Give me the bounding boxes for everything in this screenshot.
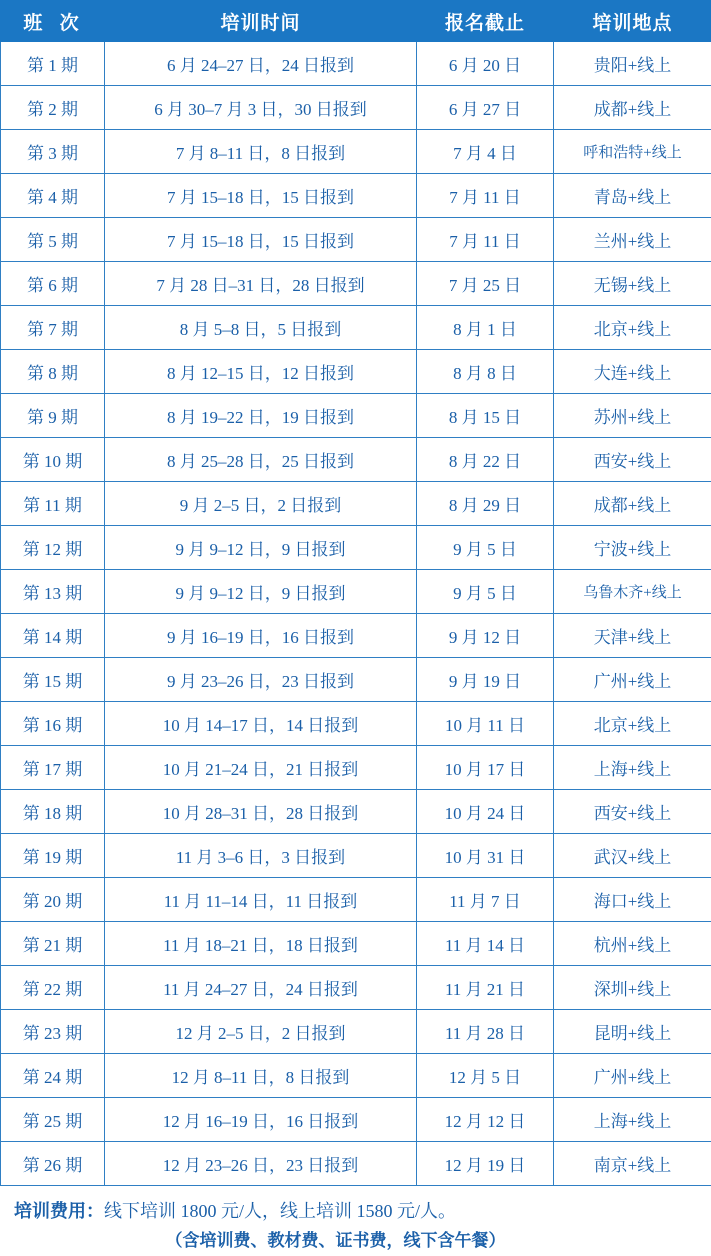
cell-time: 10 月 14–17 日，14 日报到 — [105, 702, 417, 746]
table-row — [1, 218, 711, 262]
cell-term: 第 18 期 — [1, 790, 105, 834]
fee-note: （含培训费、教材费、证书费，线下含午餐） — [14, 1226, 697, 1256]
cell-time: 10 月 21–24 日，21 日报到 — [105, 746, 417, 790]
cell-time: 8 月 12–15 日，12 日报到 — [105, 350, 417, 394]
column-header-term: 班 次 — [1, 1, 105, 42]
cell-deadline: 12 月 19 日 — [417, 1142, 554, 1186]
table-row — [1, 86, 711, 130]
cell-place: 成都+线上 — [554, 86, 711, 130]
cell-deadline: 10 月 11 日 — [417, 702, 554, 746]
cell-place: 乌鲁木齐+线上 — [554, 570, 711, 614]
cell-deadline: 12 月 12 日 — [417, 1098, 554, 1142]
cell-time: 10 月 28–31 日，28 日报到 — [105, 790, 417, 834]
cell-deadline: 7 月 25 日 — [417, 262, 554, 306]
cell-deadline: 11 月 28 日 — [417, 1010, 554, 1054]
table-row — [1, 790, 711, 834]
table-row — [1, 262, 711, 306]
table-row — [1, 174, 711, 218]
cell-time: 7 月 15–18 日，15 日报到 — [105, 174, 417, 218]
cell-place: 西安+线上 — [554, 790, 711, 834]
cell-term: 第 23 期 — [1, 1010, 105, 1054]
cell-term: 第 15 期 — [1, 658, 105, 702]
cell-place: 杭州+线上 — [554, 922, 711, 966]
cell-deadline: 7 月 4 日 — [417, 130, 554, 174]
cell-term: 第 1 期 — [1, 42, 105, 86]
cell-term: 第 24 期 — [1, 1054, 105, 1098]
cell-place: 大连+线上 — [554, 350, 711, 394]
table-row — [1, 350, 711, 394]
cell-time: 12 月 2–5 日，2 日报到 — [105, 1010, 417, 1054]
table-row — [1, 1142, 711, 1186]
cell-deadline: 9 月 5 日 — [417, 526, 554, 570]
cell-time: 11 月 3–6 日，3 日报到 — [105, 834, 417, 878]
cell-place: 西安+线上 — [554, 438, 711, 482]
cell-term: 第 26 期 — [1, 1142, 105, 1186]
cell-deadline: 8 月 8 日 — [417, 350, 554, 394]
cell-place: 北京+线上 — [554, 306, 711, 350]
column-header-time: 培训时间 — [105, 1, 417, 42]
cell-deadline: 6 月 27 日 — [417, 86, 554, 130]
cell-place: 深圳+线上 — [554, 966, 711, 1010]
cell-place: 北京+线上 — [554, 702, 711, 746]
cell-term: 第 12 期 — [1, 526, 105, 570]
cell-time: 7 月 15–18 日，15 日报到 — [105, 218, 417, 262]
cell-deadline: 8 月 15 日 — [417, 394, 554, 438]
table-row — [1, 130, 711, 174]
cell-term: 第 20 期 — [1, 878, 105, 922]
table-row — [1, 922, 711, 966]
table-row — [1, 570, 711, 614]
cell-place: 呼和浩特+线上 — [554, 130, 711, 174]
cell-deadline: 7 月 11 日 — [417, 174, 554, 218]
cell-deadline: 8 月 29 日 — [417, 482, 554, 526]
cell-term: 第 13 期 — [1, 570, 105, 614]
cell-place: 海口+线上 — [554, 878, 711, 922]
cell-deadline: 10 月 31 日 — [417, 834, 554, 878]
table-row — [1, 614, 711, 658]
cell-time: 11 月 24–27 日，24 日报到 — [105, 966, 417, 1010]
cell-place: 昆明+线上 — [554, 1010, 711, 1054]
table-row — [1, 834, 711, 878]
table-header-row — [1, 1, 711, 42]
column-header-place: 培训地点 — [554, 1, 711, 42]
cell-time: 12 月 16–19 日，16 日报到 — [105, 1098, 417, 1142]
cell-time: 9 月 9–12 日，9 日报到 — [105, 570, 417, 614]
cell-term: 第 16 期 — [1, 702, 105, 746]
cell-term: 第 14 期 — [1, 614, 105, 658]
cell-time: 8 月 19–22 日，19 日报到 — [105, 394, 417, 438]
cell-term: 第 19 期 — [1, 834, 105, 878]
cell-time: 11 月 11–14 日，11 日报到 — [105, 878, 417, 922]
table-row — [1, 1098, 711, 1142]
cell-time: 8 月 25–28 日，25 日报到 — [105, 438, 417, 482]
cell-deadline: 10 月 17 日 — [417, 746, 554, 790]
cell-deadline: 11 月 21 日 — [417, 966, 554, 1010]
cell-place: 南京+线上 — [554, 1142, 711, 1186]
table-row — [1, 1054, 711, 1098]
cell-place: 宁波+线上 — [554, 526, 711, 570]
cell-term: 第 6 期 — [1, 262, 105, 306]
cell-term: 第 21 期 — [1, 922, 105, 966]
cell-time: 6 月 24–27 日，24 日报到 — [105, 42, 417, 86]
table-row — [1, 702, 711, 746]
cell-term: 第 4 期 — [1, 174, 105, 218]
table-row — [1, 42, 711, 86]
cell-place: 兰州+线上 — [554, 218, 711, 262]
cell-place: 上海+线上 — [554, 1098, 711, 1142]
cell-place: 苏州+线上 — [554, 394, 711, 438]
fee-footer — [0, 1196, 711, 1256]
cell-time: 6 月 30–7 月 3 日，30 日报到 — [105, 86, 417, 130]
table-row — [1, 306, 711, 350]
cell-deadline: 11 月 7 日 — [417, 878, 554, 922]
cell-term: 第 2 期 — [1, 86, 105, 130]
cell-term: 第 11 期 — [1, 482, 105, 526]
cell-deadline: 12 月 5 日 — [417, 1054, 554, 1098]
cell-time: 8 月 5–8 日，5 日报到 — [105, 306, 417, 350]
cell-time: 9 月 9–12 日，9 日报到 — [105, 526, 417, 570]
cell-deadline: 9 月 5 日 — [417, 570, 554, 614]
table-row — [1, 878, 711, 922]
fee-line — [14, 1196, 697, 1226]
table-body — [1, 42, 711, 1186]
column-header-deadline: 报名截止 — [417, 1, 554, 42]
cell-deadline: 7 月 11 日 — [417, 218, 554, 262]
table-row — [1, 658, 711, 702]
cell-place: 上海+线上 — [554, 746, 711, 790]
cell-deadline: 11 月 14 日 — [417, 922, 554, 966]
cell-time: 12 月 8–11 日，8 日报到 — [105, 1054, 417, 1098]
cell-time: 11 月 18–21 日，18 日报到 — [105, 922, 417, 966]
cell-time: 9 月 2–5 日，2 日报到 — [105, 482, 417, 526]
cell-place: 贵阳+线上 — [554, 42, 711, 86]
table-header — [1, 1, 711, 42]
table-row — [1, 526, 711, 570]
fee-text: 线下培训 1800 元/人，线上培训 1580 元/人。 — [104, 1201, 456, 1221]
cell-deadline: 6 月 20 日 — [417, 42, 554, 86]
table-row — [1, 438, 711, 482]
cell-time: 9 月 23–26 日，23 日报到 — [105, 658, 417, 702]
cell-deadline: 8 月 22 日 — [417, 438, 554, 482]
fee-label: 培训费用： — [14, 1201, 104, 1221]
table-row — [1, 1010, 711, 1054]
cell-deadline: 9 月 19 日 — [417, 658, 554, 702]
cell-place: 青岛+线上 — [554, 174, 711, 218]
cell-term: 第 25 期 — [1, 1098, 105, 1142]
cell-term: 第 17 期 — [1, 746, 105, 790]
cell-place: 广州+线上 — [554, 1054, 711, 1098]
cell-deadline: 10 月 24 日 — [417, 790, 554, 834]
table-row — [1, 746, 711, 790]
cell-place: 无锡+线上 — [554, 262, 711, 306]
cell-term: 第 9 期 — [1, 394, 105, 438]
cell-term: 第 22 期 — [1, 966, 105, 1010]
cell-place: 武汉+线上 — [554, 834, 711, 878]
cell-time: 9 月 16–19 日，16 日报到 — [105, 614, 417, 658]
cell-term: 第 10 期 — [1, 438, 105, 482]
table-row — [1, 966, 711, 1010]
cell-term: 第 3 期 — [1, 130, 105, 174]
cell-deadline: 9 月 12 日 — [417, 614, 554, 658]
table-row — [1, 482, 711, 526]
cell-time: 12 月 23–26 日，23 日报到 — [105, 1142, 417, 1186]
cell-deadline: 8 月 1 日 — [417, 306, 554, 350]
cell-time: 7 月 28 日–31 日，28 日报到 — [105, 262, 417, 306]
cell-term: 第 5 期 — [1, 218, 105, 262]
cell-place: 天津+线上 — [554, 614, 711, 658]
cell-term: 第 7 期 — [1, 306, 105, 350]
cell-place: 成都+线上 — [554, 482, 711, 526]
cell-term: 第 8 期 — [1, 350, 105, 394]
cell-place: 广州+线上 — [554, 658, 711, 702]
cell-time: 7 月 8–11 日，8 日报到 — [105, 130, 417, 174]
table-row — [1, 394, 711, 438]
